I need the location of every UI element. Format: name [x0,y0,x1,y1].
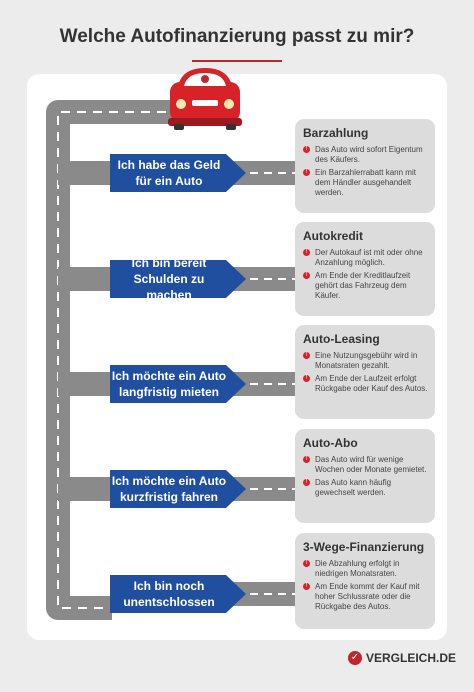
answer-title: Autokredit [303,229,363,243]
answer-card-auto-leasing [295,325,435,419]
exclamation-icon: ! [303,169,310,176]
question-5-text: Ich bin noch unentschlossen [123,579,215,609]
checkmark-icon: ✓ [348,651,362,665]
car-icon [168,68,242,130]
exclamation-icon: ! [303,249,310,256]
answer-point: ! Die Abzahlung erfolgt in niedrigen Monatsraten. [303,559,429,579]
answer-point: ! Am Ende kommt der Kauf mit hoher Schlussrate oder die Rückgabe des Autos. [303,582,429,612]
answer-point: ! Das Auto wird für wenige Wochen oder Monate gemietet. [303,455,429,475]
answer-title: Auto-Leasing [303,332,380,346]
logo-text: VERGLEICH.DE [366,651,457,665]
exclamation-icon: ! [303,146,310,153]
brand-logo [348,651,456,665]
question-1 [110,153,228,193]
exclamation-icon: ! [303,560,310,567]
answer-title: Auto-Abo [303,436,358,450]
answer-point: ! Das Auto kann häufig gewechselt werden. [303,478,429,498]
question-3-text: Ich möchte ein Auto langfristig mieten [111,369,227,399]
answer-point: ! Am Ende der Laufzeit erfolgt Rückgabe oder Kauf des Autos. [303,374,429,394]
page-title: Welche Autofinanzierung passt zu mir? [59,26,415,47]
question-3 [110,364,228,404]
question-4-text: Ich möchte ein Auto kurzfristig fahren [111,474,227,504]
exclamation-icon: ! [303,456,310,463]
exclamation-icon: ! [303,272,310,279]
question-5 [110,574,228,614]
answer-card-3-wege-finanzierung [295,533,435,629]
answer-card-barzahlung [295,119,435,213]
answer-title: Barzahlung [303,126,369,140]
question-2-text: Ich bin bereit Schulden zu machen [131,256,207,302]
question-1-text: Ich habe das Geld für ein Auto [117,158,221,188]
answer-card-auto-abo [295,429,435,523]
answer-point: ! Der Autokauf ist mit oder ohne Anzahlung möglich. [303,248,429,268]
question-2 [110,256,228,302]
answer-card-autokredit [295,222,435,316]
exclamation-icon: ! [303,352,310,359]
exclamation-icon: ! [303,583,310,590]
exclamation-icon: ! [303,479,310,486]
answer-point: ! Eine Nutzungsgebühr wird in Monatsraten gezahlt. [303,351,429,371]
answer-title: 3-Wege-Finanzierung [303,540,425,554]
exclamation-icon: ! [303,375,310,382]
answer-point: ! Ein Barzahlerrabatt kann mit dem Händler ausgehandelt werden. [303,168,429,198]
answer-point: ! Das Auto wird sofort Eigentum des Käufers. [303,145,429,165]
answer-point: ! Am Ende der Kreditlaufzeit gehört das Fahrzeug dem Käufer. [303,271,429,301]
question-4 [110,469,228,509]
